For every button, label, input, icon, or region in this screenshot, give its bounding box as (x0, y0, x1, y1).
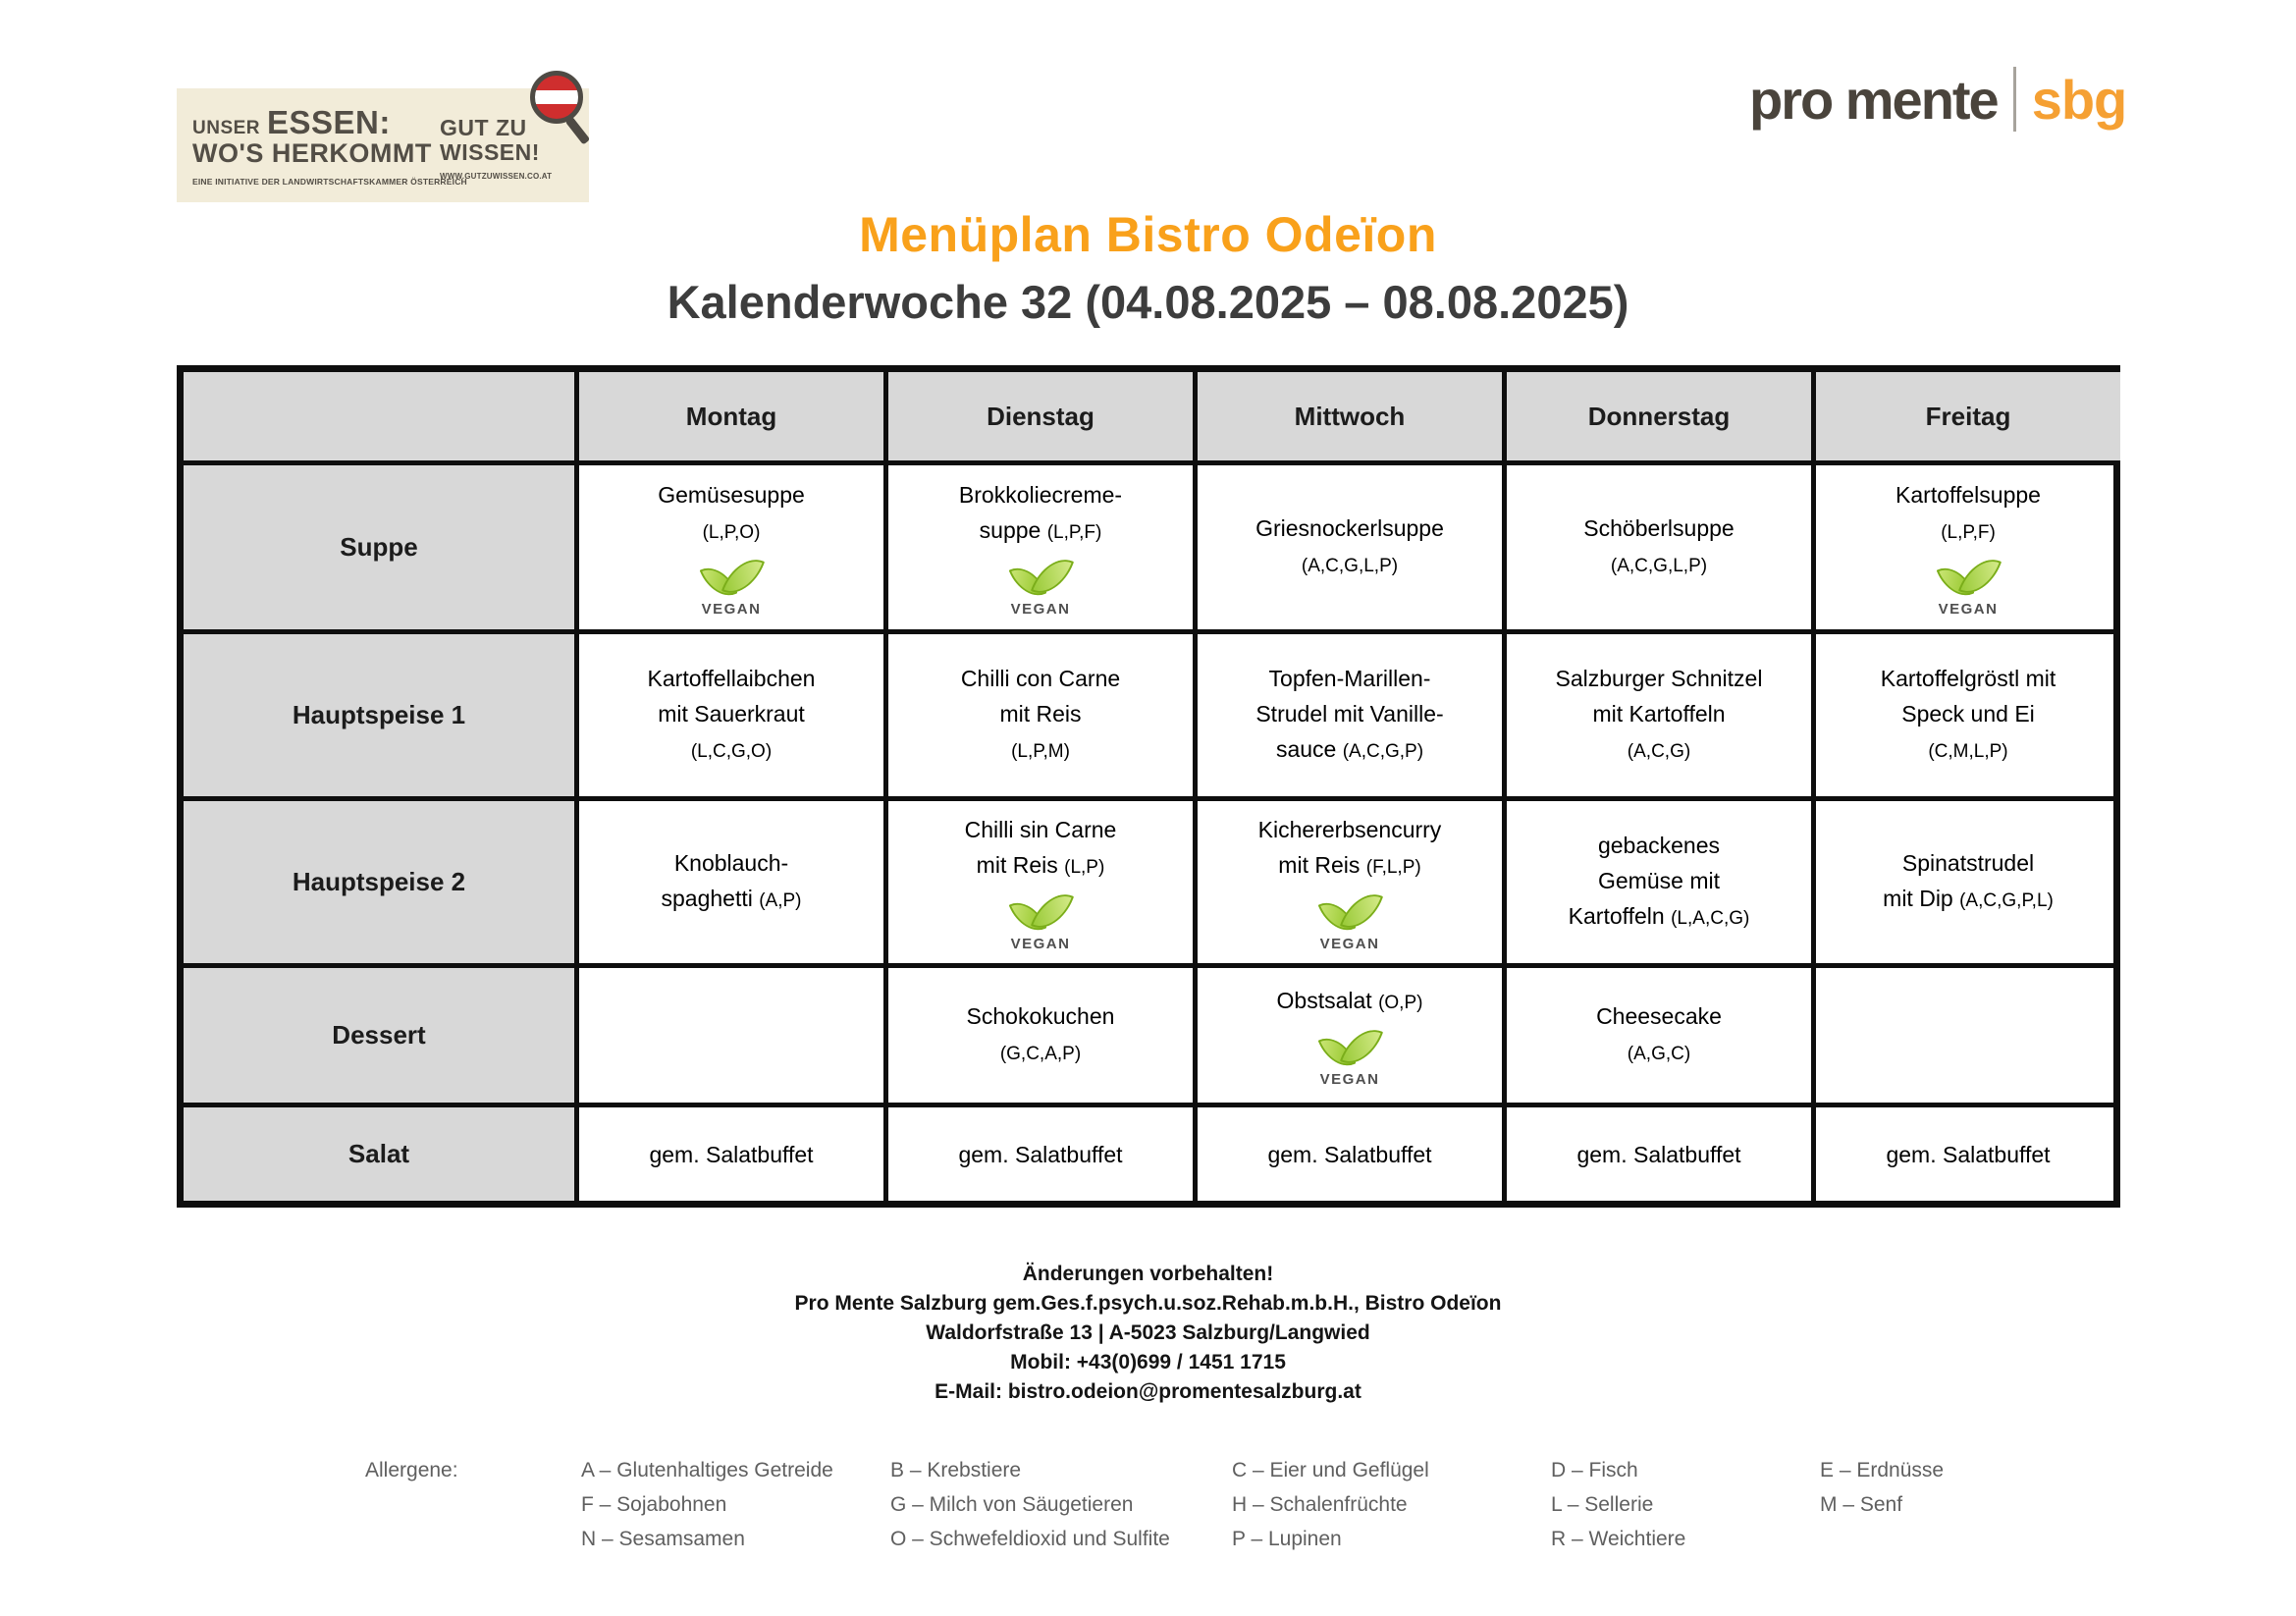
allergen-item: N – Sesamsamen (581, 1528, 745, 1550)
dish-text: Gemüse mit (1598, 868, 1720, 893)
dish-text: mit Sauerkraut (658, 701, 805, 727)
dish-text: mit Reis (999, 701, 1082, 727)
menu-cell-hauptspeise-1-mittwoch (1193, 629, 1502, 796)
menu-cell-hauptspeise-2-dienstag (883, 796, 1193, 963)
vegan-icon (702, 555, 762, 618)
menu-cell-hauptspeise-2-mittwoch (1193, 796, 1502, 963)
initiative-title-large: ESSEN: (267, 104, 391, 140)
allergen-legend (365, 1453, 2191, 1581)
allergen-item: A – Glutenhaltiges Getreide (581, 1459, 833, 1481)
dish-text: Kartoffelgröstl mit (1880, 666, 2056, 691)
promente-logo-region: sbg (2031, 68, 2127, 131)
menu-cell-suppe-freitag (1811, 460, 2120, 629)
allergen-item: G – Milch von Säugetieren (890, 1493, 1134, 1516)
dish-text: Chilli sin Carne (964, 817, 1117, 842)
row-label-salat: Salat (184, 1103, 574, 1201)
dish-text: Gemüsesuppe (658, 482, 805, 508)
vegan-icon (1011, 889, 1071, 952)
vegan-label: VEGAN (1319, 936, 1380, 952)
dish-text: (G,C,A,P) (999, 1044, 1082, 1064)
promente-logo-divider (2013, 67, 2016, 132)
footer-line: E-Mail: bistro.odeion@promentesalzburg.at (934, 1380, 1362, 1403)
initiative-right-line1: GUT ZU (440, 115, 527, 140)
initiative-logo (177, 88, 589, 202)
allergen-item: E – Erdnüsse (1820, 1459, 1945, 1481)
vegan-leaves-icon (703, 555, 760, 600)
dish-text: Cheesecake (1596, 1003, 1722, 1029)
footer-line: Waldorfstraße 13 | A-5023 Salzburg/Langwied (926, 1321, 1370, 1344)
dish-text: Kichererbsencurry (1257, 817, 1442, 842)
allergen-item: D – Fisch (1551, 1459, 1638, 1481)
row-label-hauptspeise-1: Hauptspeise 1 (184, 629, 574, 796)
dish-text: gem. Salatbuffet (1576, 1141, 1741, 1167)
allergen-item: C – Eier und Geflügel (1232, 1459, 1429, 1481)
menu-cell-suppe-mittwoch (1193, 460, 1502, 629)
menu-cell-suppe-donnerstag (1502, 460, 1811, 629)
dish-text: (A,G,C) (1627, 1044, 1691, 1064)
dish-text: (L,P,F) (1941, 522, 1996, 543)
dish-text: gem. Salatbuffet (649, 1141, 814, 1167)
allergen-legend-label: Allergene: (365, 1459, 458, 1481)
dish-text: spaghetti (A,P) (661, 886, 802, 911)
dish-text: (L,P,O) (702, 522, 761, 543)
vegan-leaves-icon (1321, 1025, 1378, 1070)
menu-cell-salat-mittwoch (1193, 1103, 1502, 1201)
allergen-item: B – Krebstiere (890, 1459, 1022, 1481)
dish-text: Kartoffellaibchen (647, 666, 816, 691)
initiative-title-line1 (192, 104, 440, 141)
dish-text: suppe (L,P,F) (979, 517, 1102, 543)
initiative-subtitle: EINE INITIATIVE DER LANDWIRTSCHAFTSKAMMER ÖSTERREICH (192, 177, 467, 187)
dish-text: Schöberlsuppe (1583, 515, 1735, 541)
initiative-title-small: UNSER (192, 118, 261, 138)
vegan-label: VEGAN (1319, 1071, 1380, 1088)
dish-text: Chilli con Carne (960, 666, 1121, 691)
menu-cell-salat-freitag (1811, 1103, 2120, 1201)
allergen-column (1820, 1453, 1944, 1522)
vegan-leaves-icon (1012, 889, 1069, 935)
dish-text: (L,C,G,O) (690, 741, 773, 762)
page-subtitle: Kalenderwoche 32 (04.08.2025 – 08.08.2025) (667, 276, 1629, 328)
dish-text: mit Dip (A,C,G,P,L) (1883, 886, 2054, 911)
allergen-item: L – Sellerie (1551, 1493, 1654, 1516)
footer-contact-block (0, 1260, 2296, 1407)
vegan-leaves-icon (1012, 555, 1069, 600)
initiative-url: WWW.GUTZUWISSEN.CO.AT (440, 171, 553, 181)
promente-logo-name: pro mente (1749, 68, 1998, 131)
dish-text: mit Reis (F,L,P) (1278, 852, 1421, 878)
table-corner-cell (184, 372, 574, 460)
dish-text: (A,C,G,L,P) (1301, 556, 1399, 576)
dish-text: Griesnockerlsuppe (1255, 515, 1444, 541)
menu-cell-dessert-freitag (1811, 963, 2120, 1103)
menu-cell-dessert-donnerstag (1502, 963, 1811, 1103)
allergen-column (890, 1453, 1170, 1556)
menu-cell-salat-montag (574, 1103, 883, 1201)
vegan-label: VEGAN (1010, 936, 1071, 952)
row-label-dessert: Dessert (184, 963, 574, 1103)
dish-text: Speck und Ei (1901, 701, 2035, 727)
dish-text: (A,C,G,L,P) (1610, 556, 1708, 576)
allergen-item: O – Schwefeldioxid und Sulfite (890, 1528, 1170, 1550)
day-header-donnerstag: Donnerstag (1502, 372, 1811, 460)
footer-line: Änderungen vorbehalten! (1022, 1263, 1274, 1285)
dish-text: Schokokuchen (966, 1003, 1115, 1029)
menu-table (177, 365, 2120, 1208)
menu-cell-salat-donnerstag (1502, 1103, 1811, 1201)
magnifier-flag-icon (530, 71, 591, 153)
dish-text: Knoblauch- (673, 850, 789, 876)
allergen-item: R – Weichtiere (1551, 1528, 1686, 1550)
dish-text: Brokkoliecreme- (958, 482, 1123, 508)
allergen-column (1232, 1453, 1429, 1556)
dish-text: Obstsalat (O,P) (1276, 988, 1423, 1013)
dish-text: Topfen-Marillen- (1268, 666, 1431, 691)
dish-text: sauce (A,C,G,P) (1275, 736, 1424, 762)
menu-cell-salat-dienstag (883, 1103, 1193, 1201)
menu-cell-hauptspeise-2-montag (574, 796, 883, 963)
menu-cell-hauptspeise-1-donnerstag (1502, 629, 1811, 796)
dish-text: Salzburger Schnitzel (1555, 666, 1763, 691)
dish-text: Kartoffeln (L,A,C,G) (1568, 903, 1750, 929)
menu-cell-dessert-montag (574, 963, 883, 1103)
menu-cell-hauptspeise-2-donnerstag (1502, 796, 1811, 963)
vegan-icon (1320, 889, 1380, 952)
allergen-item: M – Senf (1820, 1493, 1903, 1516)
initiative-right-line2: WISSEN! (440, 138, 540, 165)
allergen-item: F – Sojabohnen (581, 1493, 727, 1516)
initiative-title-line2: WO'S HERKOMMT (192, 138, 432, 168)
promente-logo (1749, 67, 2126, 132)
menu-cell-hauptspeise-2-freitag (1811, 796, 2120, 963)
austria-flag-circle-icon (530, 71, 583, 124)
page-title: Menüplan Bistro Odeïon (859, 207, 1437, 262)
menu-cell-suppe-dienstag (883, 460, 1193, 629)
menu-cell-dessert-dienstag (883, 963, 1193, 1103)
dish-text: gem. Salatbuffet (958, 1141, 1123, 1167)
day-header-freitag: Freitag (1811, 372, 2120, 460)
vegan-label: VEGAN (1938, 601, 1999, 618)
allergen-column (1551, 1453, 1685, 1556)
vegan-label: VEGAN (701, 601, 762, 618)
footer-line: Pro Mente Salzburg gem.Ges.f.psych.u.soz.Rehab.m.b.H., Bistro Odeïon (794, 1292, 1502, 1315)
initiative-logo-left (177, 88, 467, 202)
row-label-hauptspeise-2: Hauptspeise 2 (184, 796, 574, 963)
vegan-icon (1939, 555, 1999, 618)
dish-text: Kartoffelsuppe (1896, 482, 2041, 508)
day-header-montag: Montag (574, 372, 883, 460)
dish-text: (A,C,G) (1627, 741, 1691, 762)
vegan-icon (1011, 555, 1071, 618)
vegan-leaves-icon (1321, 889, 1378, 935)
menu-cell-hauptspeise-1-freitag (1811, 629, 2120, 796)
allergen-item: H – Schalenfrüchte (1232, 1493, 1408, 1516)
vegan-label: VEGAN (1010, 601, 1071, 618)
dish-text: gebackenes (1597, 833, 1721, 858)
vegan-leaves-icon (1940, 555, 1997, 600)
dish-text: mit Kartoffeln (1592, 701, 1726, 727)
dish-text: Strudel mit Vanille- (1255, 701, 1444, 727)
magnifier-handle-icon (565, 116, 591, 144)
dish-text: gem. Salatbuffet (1886, 1141, 2051, 1167)
row-label-suppe: Suppe (184, 460, 574, 629)
allergen-column (581, 1453, 833, 1556)
menu-cell-suppe-montag (574, 460, 883, 629)
dish-text: gem. Salatbuffet (1267, 1141, 1432, 1167)
dish-text: mit Reis (L,P) (976, 852, 1105, 878)
menu-cell-dessert-mittwoch (1193, 963, 1502, 1103)
allergen-item: P – Lupinen (1232, 1528, 1342, 1550)
menu-cell-hauptspeise-1-dienstag (883, 629, 1193, 796)
vegan-icon (1320, 1025, 1380, 1088)
menu-cell-hauptspeise-1-montag (574, 629, 883, 796)
dish-text: (L,P,M) (1011, 741, 1070, 762)
dish-text: (C,M,L,P) (1928, 741, 2008, 762)
day-header-mittwoch: Mittwoch (1193, 372, 1502, 460)
dish-text: Spinatstrudel (1901, 850, 2035, 876)
day-header-dienstag: Dienstag (883, 372, 1193, 460)
footer-line: Mobil: +43(0)699 / 1451 1715 (1010, 1351, 1286, 1374)
